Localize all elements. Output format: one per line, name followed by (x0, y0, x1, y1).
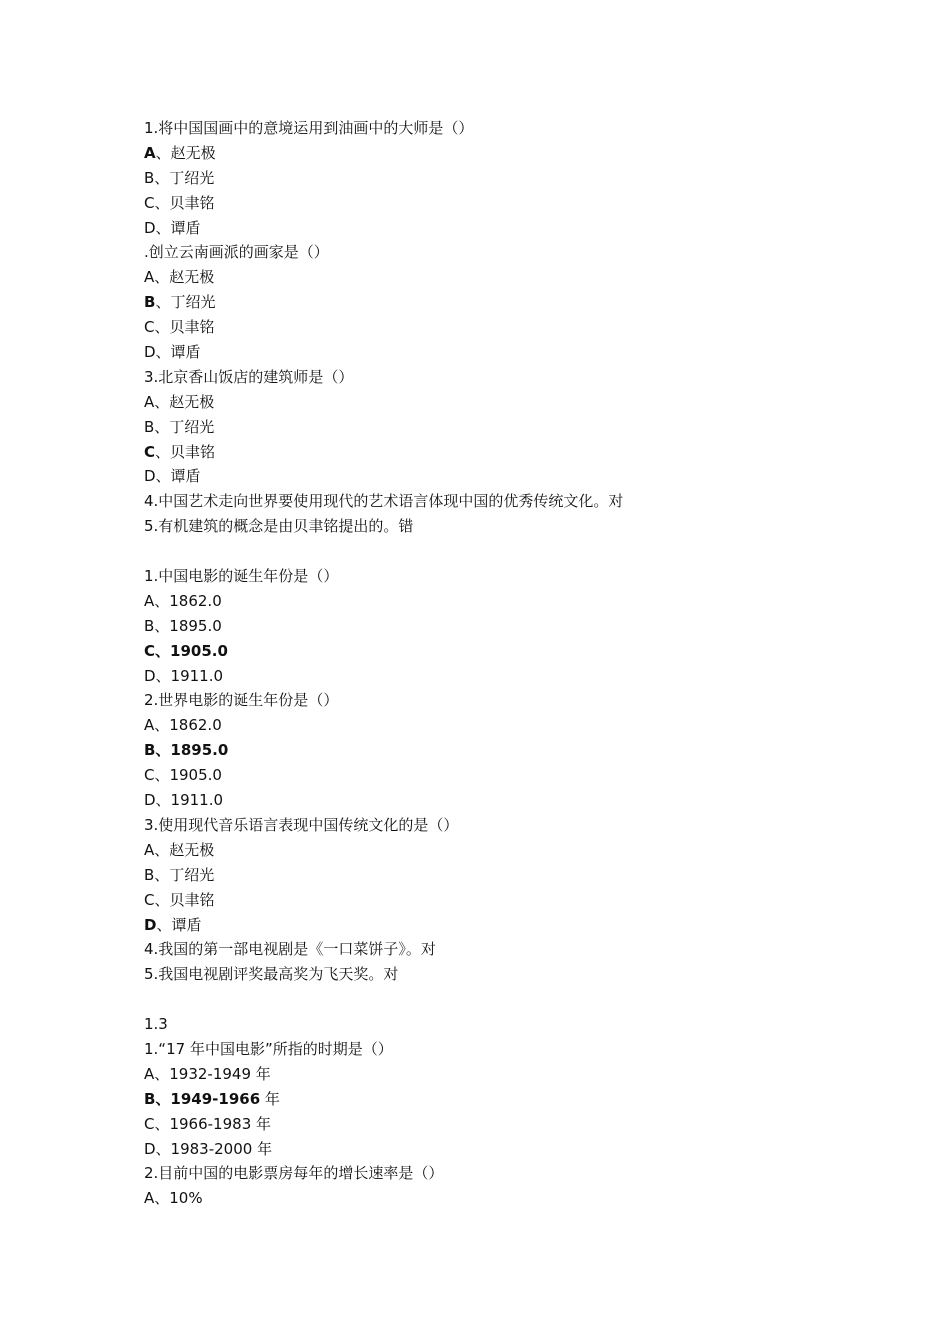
text-line (144, 440, 844, 465)
text-line (144, 863, 844, 888)
line-text: A、赵无极 (144, 840, 215, 859)
text-line (144, 415, 844, 440)
line-text: A、1862.0 (144, 716, 222, 735)
text-line (144, 639, 844, 664)
text-line (144, 191, 844, 216)
text-line (144, 290, 844, 315)
text-line (144, 962, 844, 987)
text-line (144, 1186, 844, 1211)
text-line (144, 664, 844, 689)
text-line (144, 763, 844, 788)
text-line (144, 738, 844, 763)
text-line (144, 340, 844, 365)
text-line (144, 1161, 844, 1186)
line-text: B、1895.0 (144, 616, 222, 635)
line-text-tail: 、谭盾 (156, 915, 202, 934)
line-text: C、1966-1983 年 (144, 1114, 272, 1133)
line-text: C、贝聿铭 (144, 890, 215, 909)
text-line (144, 1112, 844, 1137)
line-text-tail: 年 (260, 1089, 280, 1108)
line-text: 5.有机建筑的概念是由贝聿铭提出的。错 (144, 517, 414, 536)
line-text: A、1932-1949 年 (144, 1064, 271, 1083)
text-line (144, 614, 844, 639)
text-line (144, 564, 844, 589)
line-text: D、谭盾 (144, 467, 201, 486)
text-line (144, 315, 844, 340)
text-line (144, 265, 844, 290)
line-text: 4.我国的第一部电视剧是《一口菜饼子》。对 (144, 940, 436, 959)
line-text: C、贝聿铭 (144, 193, 215, 212)
answer-mark: B (144, 293, 156, 312)
text-line (144, 464, 844, 489)
line-text: 4.中国艺术走向世界要使用现代的艺术语言体现中国的优秀传统文化。对 (144, 492, 624, 511)
text-line (144, 838, 844, 863)
text-line (144, 589, 844, 614)
text-line (144, 514, 844, 539)
text-line (144, 713, 844, 738)
line-text: 5.我国电视剧评奖最高奖为飞天奖。对 (144, 965, 399, 984)
text-line (144, 813, 844, 838)
line-text: C、贝聿铭 (144, 318, 215, 337)
text-line (144, 141, 844, 166)
line-text: 2.世界电影的诞生年份是（） (144, 691, 339, 710)
line-text: .创立云南画派的画家是（） (144, 243, 329, 262)
text-line (144, 937, 844, 962)
text-line (144, 913, 844, 938)
text-line (144, 688, 844, 713)
answer-mark: C (144, 442, 156, 461)
answer-mark: B、1949-1966 (144, 1089, 261, 1108)
line-text: 1.中国电影的诞生年份是（） (144, 567, 339, 586)
line-text: A、赵无极 (144, 268, 215, 287)
text-line (144, 116, 844, 141)
answer-mark: B、1895.0 (144, 741, 229, 760)
line-text: A、10% (144, 1189, 203, 1208)
text-line (144, 1062, 844, 1087)
line-text-tail: 、赵无极 (155, 143, 216, 162)
text-line (144, 166, 844, 191)
text-line (144, 1087, 844, 1112)
line-text: D、1983-2000 年 (144, 1139, 273, 1158)
answer-mark: C、1905.0 (144, 641, 228, 660)
line-text: A、赵无极 (144, 392, 215, 411)
line-text-tail: 、贝聿铭 (155, 442, 216, 461)
text-line (144, 390, 844, 415)
line-text: D、1911.0 (144, 791, 224, 810)
text-line (144, 365, 844, 390)
line-text: B、丁绍光 (144, 417, 215, 436)
text-line (144, 216, 844, 241)
line-text: 2.目前中国的电影票房每年的增长速率是（） (144, 1164, 444, 1183)
text-line (144, 1137, 844, 1162)
quiz-content (144, 116, 844, 1211)
line-text: D、谭盾 (144, 218, 201, 237)
line-text: B、丁绍光 (144, 168, 215, 187)
line-text: B、丁绍光 (144, 865, 215, 884)
text-line (144, 1012, 844, 1037)
answer-mark: D (144, 915, 157, 934)
text-line (144, 788, 844, 813)
line-text: 3.使用现代音乐语言表现中国传统文化的是（） (144, 815, 459, 834)
line-text: D、谭盾 (144, 343, 201, 362)
blank-line (144, 987, 844, 1012)
text-line (144, 1037, 844, 1062)
line-text: 1.3 (144, 1015, 168, 1034)
line-text: C、1905.0 (144, 766, 222, 785)
line-text-tail: 、丁绍光 (155, 293, 216, 312)
text-line (144, 489, 844, 514)
line-text: 1.将中国国画中的意境运用到油画中的大师是（） (144, 119, 474, 137)
line-text: 1.“17 年中国电影”所指的时期是（） (144, 1039, 393, 1058)
text-line (144, 888, 844, 913)
text-line (144, 240, 844, 265)
line-text: 3.北京香山饭店的建筑师是（） (144, 367, 354, 386)
line-text: D、1911.0 (144, 666, 224, 685)
blank-line (144, 539, 844, 564)
answer-mark: A (144, 143, 156, 162)
line-text: A、1862.0 (144, 591, 222, 610)
